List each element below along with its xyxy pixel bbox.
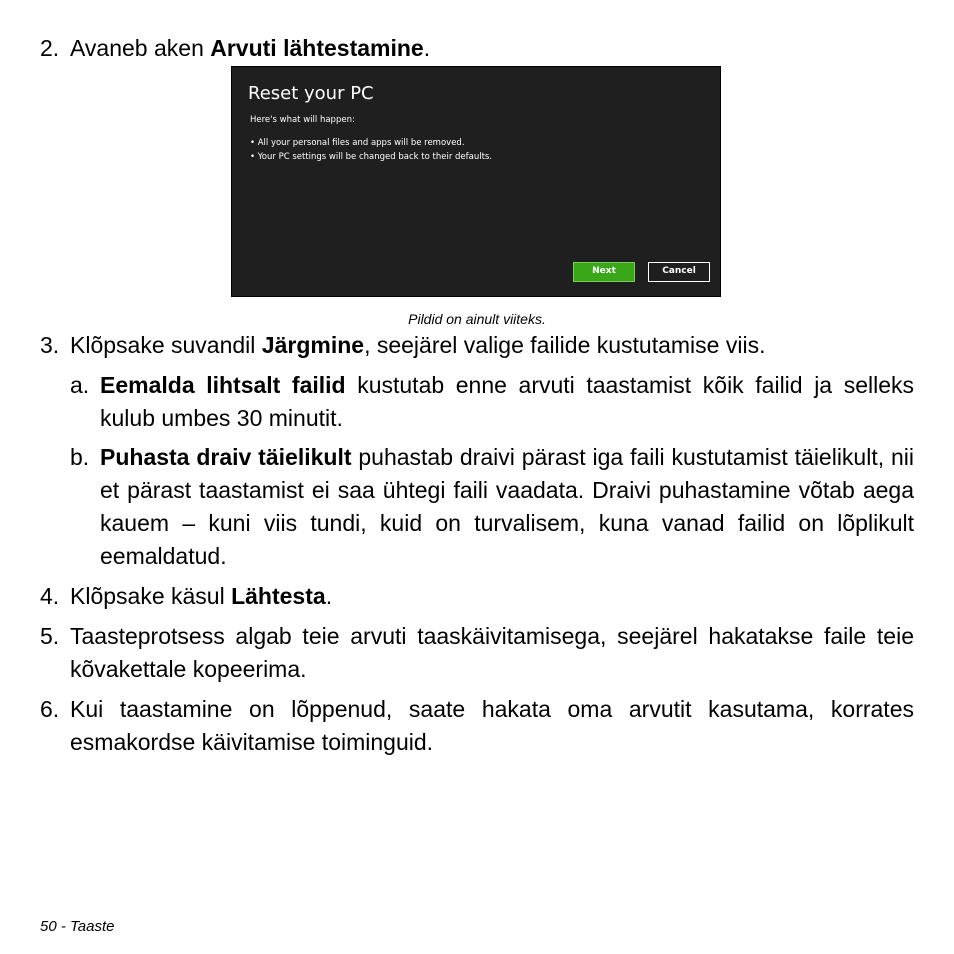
step-5-text: Taasteprotsess algab teie arvuti taaskäivitamisega, seejärel hakatakse faile teie kõvakettale kopeerima. (70, 623, 914, 682)
reset-pc-title: Reset your PC (248, 83, 374, 104)
step-3-number: 3. (40, 332, 60, 358)
substep-a-text: Eemalda lihtsalt failid kustutab enne arvuti taastamist kõik failid ja selleks kulub umbes 30 minutit. (100, 372, 914, 431)
cancel-button[interactable]: Cancel (648, 262, 710, 282)
step-3-text: Klõpsake suvandil Järgmine, seejärel valige failide kustutamise viis. (70, 332, 766, 358)
substep-a-number: a. (70, 372, 90, 398)
step-5-number: 5. (40, 623, 60, 649)
step-2-text: Avaneb aken Arvuti lähtestamine. (70, 35, 431, 61)
reset-pc-screenshot (231, 66, 721, 297)
step-6-number: 6. (40, 696, 60, 722)
next-button[interactable]: Next (573, 262, 635, 282)
step-2-number: 2. (40, 35, 60, 61)
substep-b-text: Puhasta draiv täielikult puhastab draivi pärast iga faili kustutamist täielikult, nii et pärast taastamist ei saa ühtegi faili vaadata. Draivi puhastamine võtab aega kauem – kuni viis tundi, kuid on turvalisem, kuna vanad failid on lõplikult eemaldatud. (100, 444, 914, 569)
image-caption: Pildid on ainult viiteks. (408, 311, 546, 327)
step-4-text: Klõpsake käsul Lähtesta. (70, 583, 333, 609)
reset-pc-bullet: • All your personal files and apps will be removed. (250, 138, 465, 148)
page-footer: 50 - Taaste (40, 918, 115, 935)
step-4-number: 4. (40, 583, 60, 609)
reset-pc-subtitle: Here's what will happen: (250, 115, 355, 125)
reset-pc-bullet: • Your PC settings will be changed back to their defaults. (250, 152, 493, 162)
step-6-text: Kui taastamine on lõppenud, saate hakata oma arvutit kasutama, korrates esmakordse käivitamise toiminguid. (70, 696, 914, 755)
substep-b-number: b. (70, 444, 90, 470)
